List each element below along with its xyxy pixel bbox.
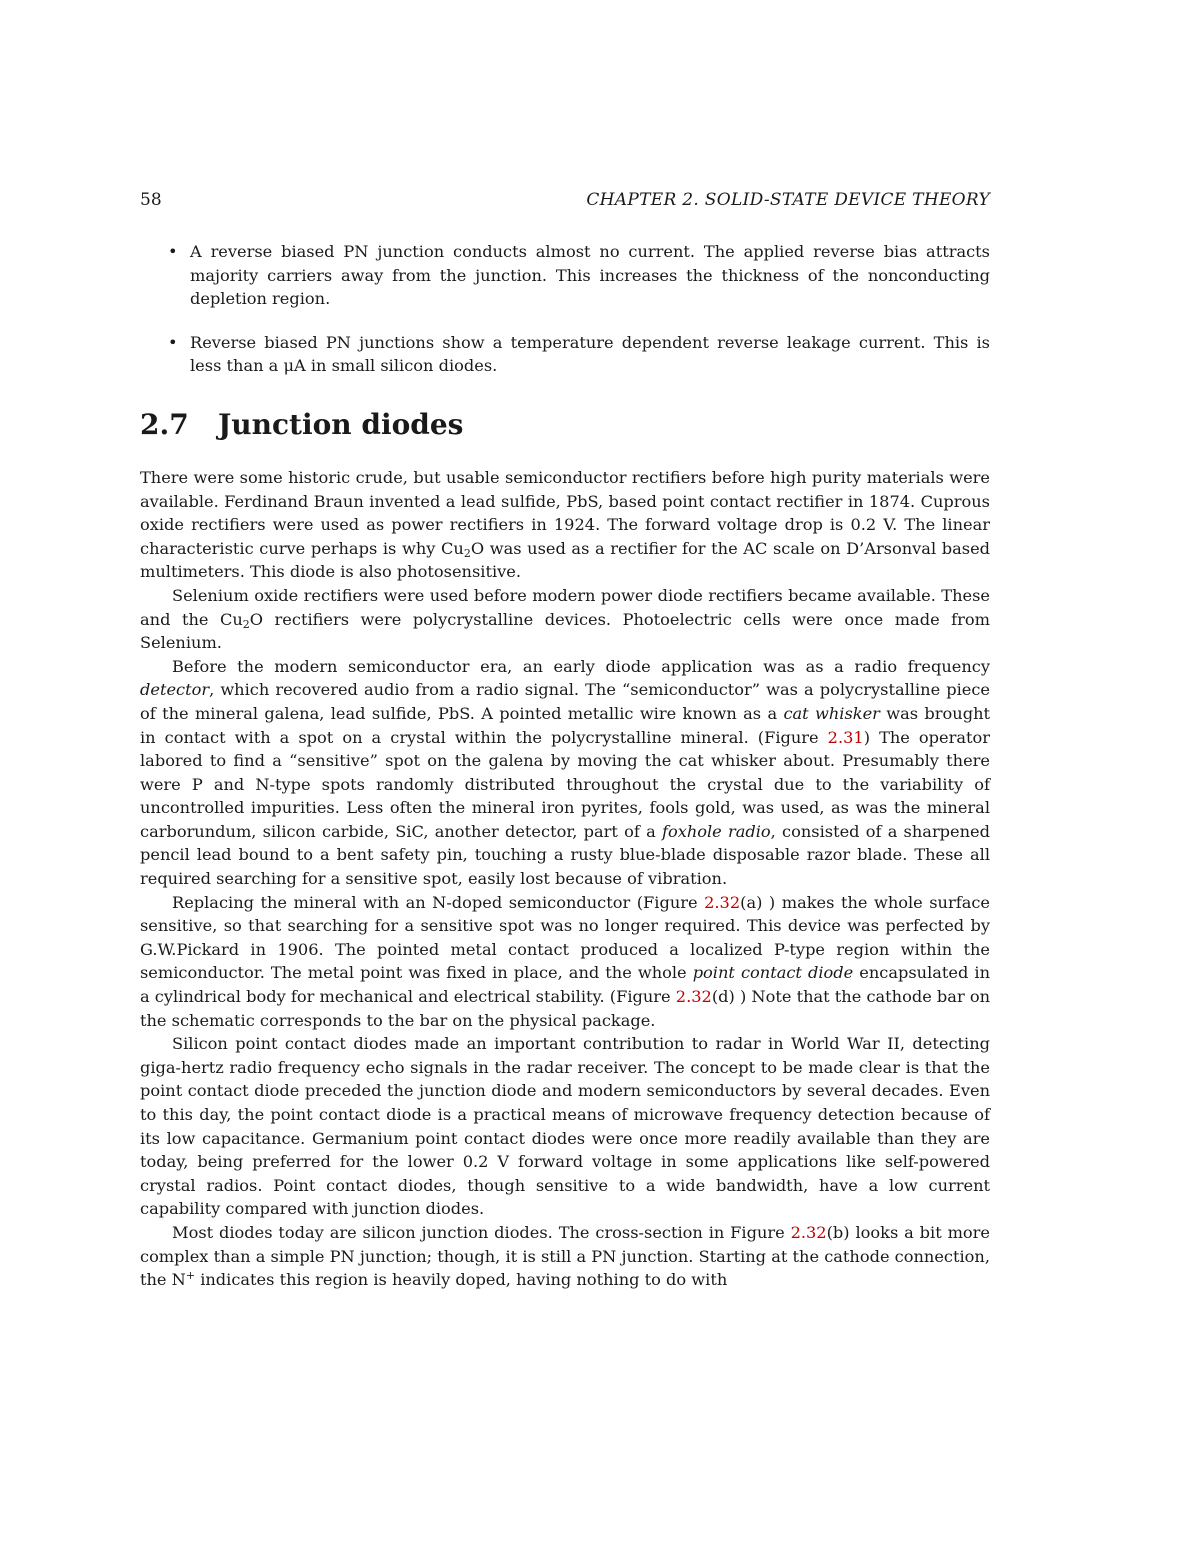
page-number: 58 xyxy=(140,190,162,210)
paragraph-history: There were some historic crude, but usable semiconductor rectifiers before high purity materials were available. Ferdinand Braun invented a lead sulfide, PbS, based point contact rectifier in 1874. Cuprous oxide rectifiers were used as power rectifiers in 1924. The forward voltage drop is 0.2 V. The linear characteristic curve perhaps is why $Cu_2O$ was used as a rectifier for the AC scale on D’Arsonval based multimeters. This diode is also photosensitive. xyxy=(140,467,991,582)
paragraph-radar: Silicon point contact diodes made an important contribution to radar in World War II, detecting giga-hertz radio frequency echo signals in the radar receiver. The concept to be made clear is that the point contact diode preceded the junction diode and modern semiconductors by several decades. Even to this day, the point contact diode is a practical means of microwave frequency detection because of its low capacitance. Germanium point contact diodes were once more readily available than they are today, being preferred for the lower 0.2 V forward voltage in some applications like self-powered crystal radios. Point contact diodes, though sensitive to a wide bandwidth, have a low current capability compared with junction diodes. xyxy=(140,1034,990,1219)
bullet-text: A reverse biased PN junction conducts almost no current. The applied reverse bias attracts majority carriers away from the junction. This increases the thickness of the nonconducting depletion region. xyxy=(190,242,990,309)
section-title: Junction diodes xyxy=(218,407,464,441)
figure-link[interactable]: 2.31 xyxy=(827,727,864,747)
bullet-icon: • xyxy=(168,332,178,352)
paragraph-point-contact: Replacing the mineral with an N-doped semiconductor (Figure 2.32(a) ) makes the whole surface sensitive, so that searching for a sensitive spot was no longer required. This device was perfected by G.W.Pickard in 1906. The pointed metal contact produced a localized P-type region within the semiconductor. The metal point was fixed in place, and the whole point contact diode encapsulated in a cylindrical body for mechanical and electrical stability. (Figure 2.32(d) ) Note that the cathode bar on the schematic corresponds to the bar on the physical package. xyxy=(140,892,991,1030)
paragraph-cat-whisker: Before the modern semiconductor era, an early diode application was as a radio frequency detector, which recovered audio from a radio signal. The “semiconductor” was a polycrystalline piece of the mineral galena, lead sulfide, PbS. A pointed metallic wire known as a cat whisker was brought in contact with a spot on a crystal within the polycrystalline mineral. (Figure 2.31) The operator labored to find a “sensitive” spot on the galena by moving the cat whisker about. Presumably there were P and N-type spots randomly distributed throughout the crystal due to the variability of uncontrolled impurities. Less often the mineral iron pyrites, fools gold, was used, as was the mineral carborundum, silicon carbide, SiC, another detector, part of a foxhole radio, consisted of a sharpened pencil lead bound to a bent safety pin, touching a rusty blue-blade disposable razor blade. These all required searching for a sensitive spot, easily lost because of vibration. xyxy=(140,656,990,889)
bullet-list xyxy=(140,240,990,378)
running-head: CHAPTER 2. SOLID-STATE DEVICE THEORY xyxy=(586,190,990,210)
paragraph-junction: Most diodes today are silicon junction diodes. The cross-section in Figure 2.32(b) looks a bit more complex than a simple PN junction; though, it is still a PN junction. Starting at the cathode connection, the N+ indicates this region is heavily doped, having nothing to do with xyxy=(140,1222,990,1290)
bullet-text: Reverse biased PN junctions show a temperature dependent reverse leakage current. This is less than a μA in small silicon diodes. xyxy=(190,332,990,376)
section-heading xyxy=(140,408,990,442)
list-item xyxy=(140,240,990,311)
section-number: 2.7 xyxy=(140,407,189,441)
bullet-icon: • xyxy=(168,242,178,261)
figure-link[interactable]: 2.32 xyxy=(790,1222,827,1242)
list-item xyxy=(140,331,990,378)
paragraph-selenium: Selenium oxide rectifiers were used before modern power diode rectifiers became available. These and the $Cu_2O$ rectifiers were polycrystalline devices. Photoelectric cells were once made from Selenium. xyxy=(140,585,990,653)
figure-link[interactable]: 2.32 xyxy=(675,987,712,1007)
figure-link[interactable]: 2.32 xyxy=(704,892,741,912)
body-text xyxy=(140,240,990,1292)
